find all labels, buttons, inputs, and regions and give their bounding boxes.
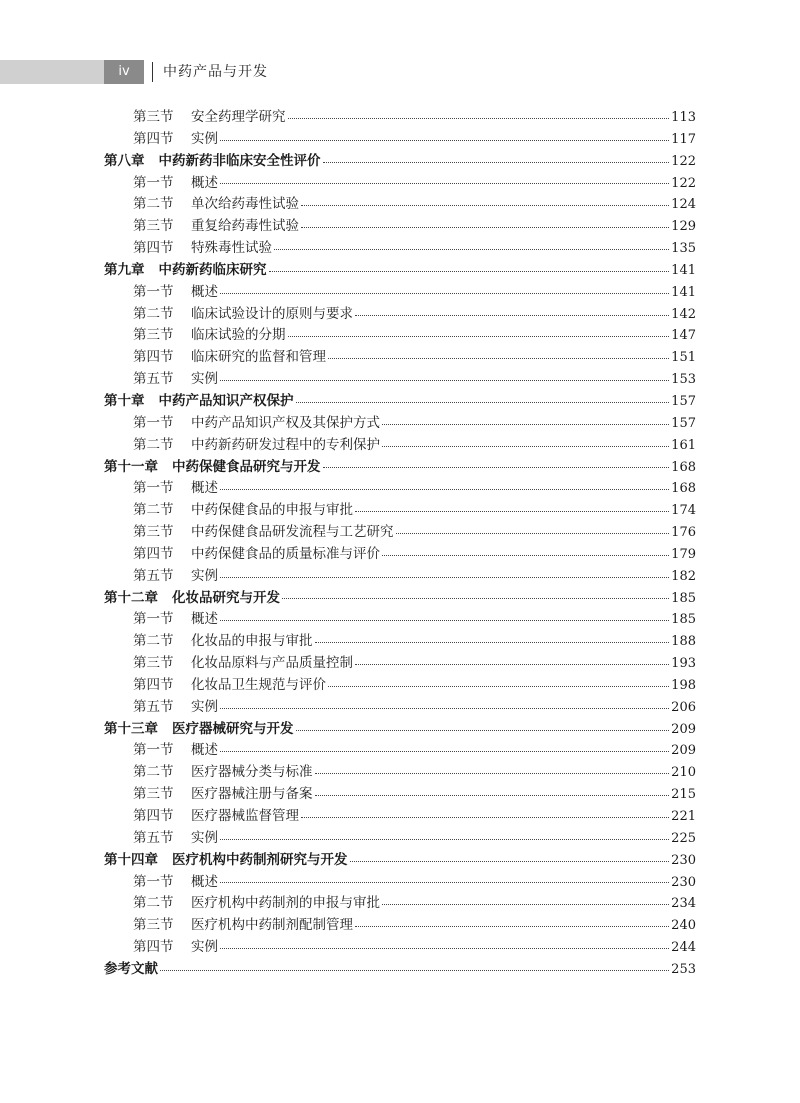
toc-entry-page: 135: [671, 241, 696, 257]
toc-entry-page: 193: [671, 656, 696, 672]
toc-entry-number: 第四节: [133, 545, 174, 562]
toc-entry-title: 概述: [191, 611, 218, 628]
toc-entry-page: 215: [671, 787, 696, 803]
toc-entry-page: 129: [671, 219, 696, 235]
toc-entry-title: 安全药理学研究: [191, 109, 286, 125]
dot-leader: [220, 750, 669, 752]
dot-leader: [355, 925, 669, 927]
dot-leader: [282, 597, 669, 599]
toc-entry-title: 中药保健食品的申报与审批: [191, 502, 353, 519]
toc-entry-title: 医疗器械分类与标准: [191, 764, 313, 781]
toc-chapter-entry[interactable]: [104, 389, 696, 411]
toc-entry-title: 参考文献: [104, 960, 158, 977]
toc-entry-title: 中药产品知识产权及其保护方式: [191, 414, 380, 431]
dot-leader: [220, 619, 669, 621]
dot-leader: [382, 423, 669, 425]
toc-entry-number: 第三节: [133, 655, 174, 672]
toc-section-entry[interactable]: [104, 280, 696, 302]
dot-leader: [355, 314, 669, 316]
toc-section-entry[interactable]: [104, 651, 696, 673]
dot-leader: [220, 488, 669, 490]
dot-leader: [296, 729, 670, 731]
toc-chapter-entry[interactable]: [104, 258, 696, 280]
toc-entry-page: 157: [671, 415, 696, 431]
toc-entry-page: 188: [671, 634, 696, 650]
toc-section-entry[interactable]: [104, 302, 696, 324]
toc-section-entry[interactable]: [104, 105, 696, 127]
toc-entry-title: 中药新药研发过程中的专利保护: [191, 436, 380, 453]
toc-section-entry[interactable]: [104, 345, 696, 367]
toc-entry-page: 225: [671, 830, 696, 846]
dot-leader: [323, 161, 670, 163]
toc-entry-page: 210: [671, 765, 696, 781]
toc-entry-page: 124: [671, 197, 696, 213]
toc-entry-number: 第二节: [133, 436, 174, 453]
toc-entry-title: 中药保健食品的质量标准与评价: [191, 545, 380, 562]
dot-leader: [301, 816, 669, 818]
toc-entry-page: 168: [671, 481, 696, 497]
toc-entry-number: 第十章: [104, 392, 145, 409]
toc-entry-title: 概述: [191, 174, 218, 191]
toc-entry-number: 第一节: [133, 414, 174, 431]
toc-entry-title: 概述: [191, 873, 218, 890]
toc-chapter-entry[interactable]: [104, 455, 696, 477]
toc-entry-number: 第三节: [133, 917, 174, 934]
toc-entry-title: 化妆品研究与开发: [172, 589, 280, 606]
toc-entry-page: 185: [671, 612, 696, 628]
toc-entry-number: 第二节: [133, 895, 174, 912]
toc-entry-number: 第十一章: [104, 458, 158, 475]
dot-leader: [355, 510, 669, 512]
toc-entry-title: 临床研究的监督和管理: [191, 349, 326, 366]
dot-leader: [288, 335, 670, 337]
dot-leader: [315, 772, 670, 774]
toc-entry-title: 临床试验的分期: [191, 327, 286, 344]
toc-entry-number: 第四节: [133, 130, 174, 147]
toc-section-entry[interactable]: [104, 695, 696, 717]
dot-leader: [220, 139, 669, 141]
toc-chapter-entry[interactable]: [104, 848, 696, 870]
dot-leader: [350, 860, 670, 862]
toc-chapter-entry[interactable]: [104, 957, 696, 979]
toc-entry-page: 157: [671, 393, 696, 409]
toc-entry-page: 176: [671, 525, 696, 541]
table-of-contents: [104, 105, 696, 979]
toc-entry-page: 209: [671, 743, 696, 759]
toc-section-entry[interactable]: [104, 236, 696, 258]
toc-entry-page: 234: [671, 896, 696, 912]
dot-leader: [160, 969, 669, 971]
dot-leader: [220, 838, 669, 840]
toc-section-entry[interactable]: [104, 542, 696, 564]
toc-entry-page: 230: [671, 874, 696, 890]
toc-entry-number: 第三节: [133, 786, 174, 803]
toc-entry-number: 第十三章: [104, 720, 158, 737]
toc-section-entry[interactable]: [104, 323, 696, 345]
toc-entry-title: 实例: [191, 371, 218, 388]
toc-section-entry[interactable]: [104, 826, 696, 848]
toc-section-entry[interactable]: [104, 673, 696, 695]
toc-entry-page: 221: [671, 809, 696, 824]
toc-section-entry[interactable]: [104, 607, 696, 629]
toc-entry-title: 实例: [191, 939, 218, 956]
toc-entry-number: 第四节: [133, 939, 174, 956]
toc-entry-title: 概述: [191, 742, 218, 759]
toc-section-entry[interactable]: [104, 782, 696, 804]
toc-entry-title: 化妆品原料与产品质量控制: [191, 655, 353, 672]
toc-entry-title: 医疗机构中药制剂配制管理: [191, 917, 353, 934]
header-divider: [152, 62, 153, 82]
toc-section-entry[interactable]: [104, 760, 696, 782]
toc-section-entry[interactable]: [104, 629, 696, 651]
toc-entry-page: 182: [671, 568, 696, 584]
dot-leader: [328, 357, 669, 359]
toc-entry-number: 第一节: [133, 480, 174, 497]
toc-entry-page: 147: [671, 328, 696, 344]
toc-entry-number: 第八章: [104, 152, 145, 169]
toc-entry-title: 医疗器械注册与备案: [191, 786, 313, 803]
toc-entry-number: 第十四章: [104, 851, 158, 868]
toc-section-entry[interactable]: [104, 433, 696, 455]
toc-entry-page: 153: [671, 372, 696, 388]
toc-section-entry[interactable]: [104, 192, 696, 214]
toc-entry-title: 医疗器械研究与开发: [172, 720, 294, 737]
toc-entry-number: 第三节: [133, 109, 174, 125]
dot-leader: [220, 182, 669, 184]
toc-entry-title: 实例: [191, 698, 218, 715]
toc-entry-number: 第一节: [133, 873, 174, 890]
toc-entry-number: 第一节: [133, 742, 174, 759]
dot-leader: [315, 641, 670, 643]
toc-chapter-entry[interactable]: [104, 149, 696, 171]
toc-entry-page: 141: [671, 284, 696, 300]
toc-entry-number: 第二节: [133, 196, 174, 213]
toc-entry-page: 142: [671, 306, 696, 322]
dot-leader: [220, 881, 669, 883]
dot-leader: [269, 270, 670, 272]
toc-chapter-entry[interactable]: [104, 586, 696, 608]
toc-entry-title: 特殊毒性试验: [191, 240, 272, 257]
dot-leader: [301, 226, 669, 228]
toc-entry-title: 实例: [191, 829, 218, 846]
dot-leader: [274, 248, 669, 250]
toc-entry-page: 240: [671, 918, 696, 934]
toc-entry-page: 209: [671, 721, 696, 737]
toc-entry-title: 医疗机构中药制剂研究与开发: [172, 851, 348, 868]
toc-entry-number: 第三节: [133, 218, 174, 235]
toc-entry-number: 第九章: [104, 261, 145, 278]
toc-entry-number: 第十二章: [104, 589, 158, 606]
toc-entry-title: 临床试验设计的原则与要求: [191, 305, 353, 322]
toc-entry-page: 198: [671, 677, 696, 693]
dot-leader: [315, 794, 670, 796]
toc-section-entry[interactable]: [104, 127, 696, 149]
toc-entry-number: 第二节: [133, 633, 174, 650]
dot-leader: [382, 903, 669, 905]
toc-entry-number: 第一节: [133, 283, 174, 300]
toc-entry-page: 141: [671, 262, 696, 278]
toc-entry-page: 168: [671, 459, 696, 475]
toc-entry-page: 161: [671, 437, 696, 453]
toc-entry-number: 第一节: [133, 611, 174, 628]
toc-entry-number: 第四节: [133, 808, 174, 824]
toc-section-entry[interactable]: [104, 411, 696, 433]
toc-entry-page: 230: [671, 852, 696, 868]
toc-entry-number: 第一节: [133, 174, 174, 191]
toc-entry-title: 单次给药毒性试验: [191, 196, 299, 213]
toc-entry-number: 第三节: [133, 327, 174, 344]
toc-entry-page: 117: [671, 131, 696, 147]
dot-leader: [323, 466, 670, 468]
toc-entry-title: 概述: [191, 283, 218, 300]
toc-entry-page: 113: [671, 110, 696, 125]
toc-entry-page: 179: [671, 546, 696, 562]
toc-section-entry[interactable]: [104, 171, 696, 193]
dot-leader: [355, 663, 669, 665]
toc-section-entry[interactable]: [104, 214, 696, 236]
dot-leader: [301, 204, 669, 206]
dot-leader: [382, 554, 669, 556]
toc-entry-page: 206: [671, 699, 696, 715]
toc-entry-number: 第五节: [133, 567, 174, 584]
toc-section-entry[interactable]: [104, 891, 696, 913]
dot-leader: [220, 292, 669, 294]
toc-section-entry[interactable]: [104, 520, 696, 542]
toc-section-entry[interactable]: [104, 804, 696, 826]
running-header-title: 中药产品与开发: [163, 64, 268, 80]
toc-entry-page: 185: [671, 590, 696, 606]
toc-section-entry[interactable]: [104, 564, 696, 586]
toc-section-entry[interactable]: [104, 738, 696, 760]
dot-leader: [328, 685, 669, 687]
dot-leader: [220, 707, 669, 709]
toc-entry-number: 第五节: [133, 829, 174, 846]
toc-entry-title: 中药新药非临床安全性评价: [158, 152, 321, 169]
toc-entry-title: 概述: [191, 480, 218, 497]
toc-entry-page: 122: [671, 175, 696, 191]
page-number-roman: iv: [104, 60, 144, 84]
toc-entry-page: 174: [671, 503, 696, 519]
toc-entry-title: 中药保健食品研究与开发: [172, 458, 321, 475]
toc-entry-title: 中药保健食品研发流程与工艺研究: [191, 524, 394, 541]
toc-entry-title: 医疗机构中药制剂的申报与审批: [191, 895, 380, 912]
header-band: [0, 60, 104, 84]
toc-entry-title: 实例: [191, 567, 218, 584]
dot-leader: [220, 379, 669, 381]
dot-leader: [288, 117, 670, 119]
dot-leader: [396, 532, 670, 534]
toc-section-entry[interactable]: [104, 367, 696, 389]
toc-entry-number: 第四节: [133, 240, 174, 257]
toc-entry-title: 中药新药临床研究: [158, 261, 267, 278]
dot-leader: [220, 947, 669, 949]
toc-section-entry[interactable]: [104, 870, 696, 892]
toc-entry-number: 第二节: [133, 305, 174, 322]
toc-section-entry[interactable]: [104, 913, 696, 935]
dot-leader: [296, 401, 670, 403]
toc-entry-title: 实例: [191, 130, 218, 147]
toc-section-entry[interactable]: [104, 476, 696, 498]
toc-entry-page: 122: [671, 153, 696, 169]
toc-entry-title: 化妆品的申报与审批: [191, 633, 313, 650]
dot-leader: [382, 445, 669, 447]
toc-entry-page: 253: [671, 961, 696, 977]
toc-entry-title: 中药产品知识产权保护: [158, 392, 294, 409]
toc-entry-number: 第四节: [133, 349, 174, 366]
toc-entry-title: 医疗器械监督管理: [191, 808, 299, 824]
toc-entry-page: 151: [671, 350, 696, 366]
toc-entry-number: 第五节: [133, 371, 174, 388]
toc-entry-number: 第二节: [133, 502, 174, 519]
toc-entry-number: 第二节: [133, 764, 174, 781]
toc-entry-page: 244: [671, 940, 696, 956]
toc-chapter-entry[interactable]: [104, 717, 696, 739]
toc-entry-number: 第五节: [133, 698, 174, 715]
toc-entry-number: 第四节: [133, 676, 174, 693]
toc-section-entry[interactable]: [104, 498, 696, 520]
toc-entry-number: 第三节: [133, 524, 174, 541]
toc-section-entry[interactable]: [104, 935, 696, 957]
toc-entry-title: 化妆品卫生规范与评价: [191, 676, 326, 693]
toc-entry-title: 重复给药毒性试验: [191, 218, 299, 235]
dot-leader: [220, 576, 669, 578]
